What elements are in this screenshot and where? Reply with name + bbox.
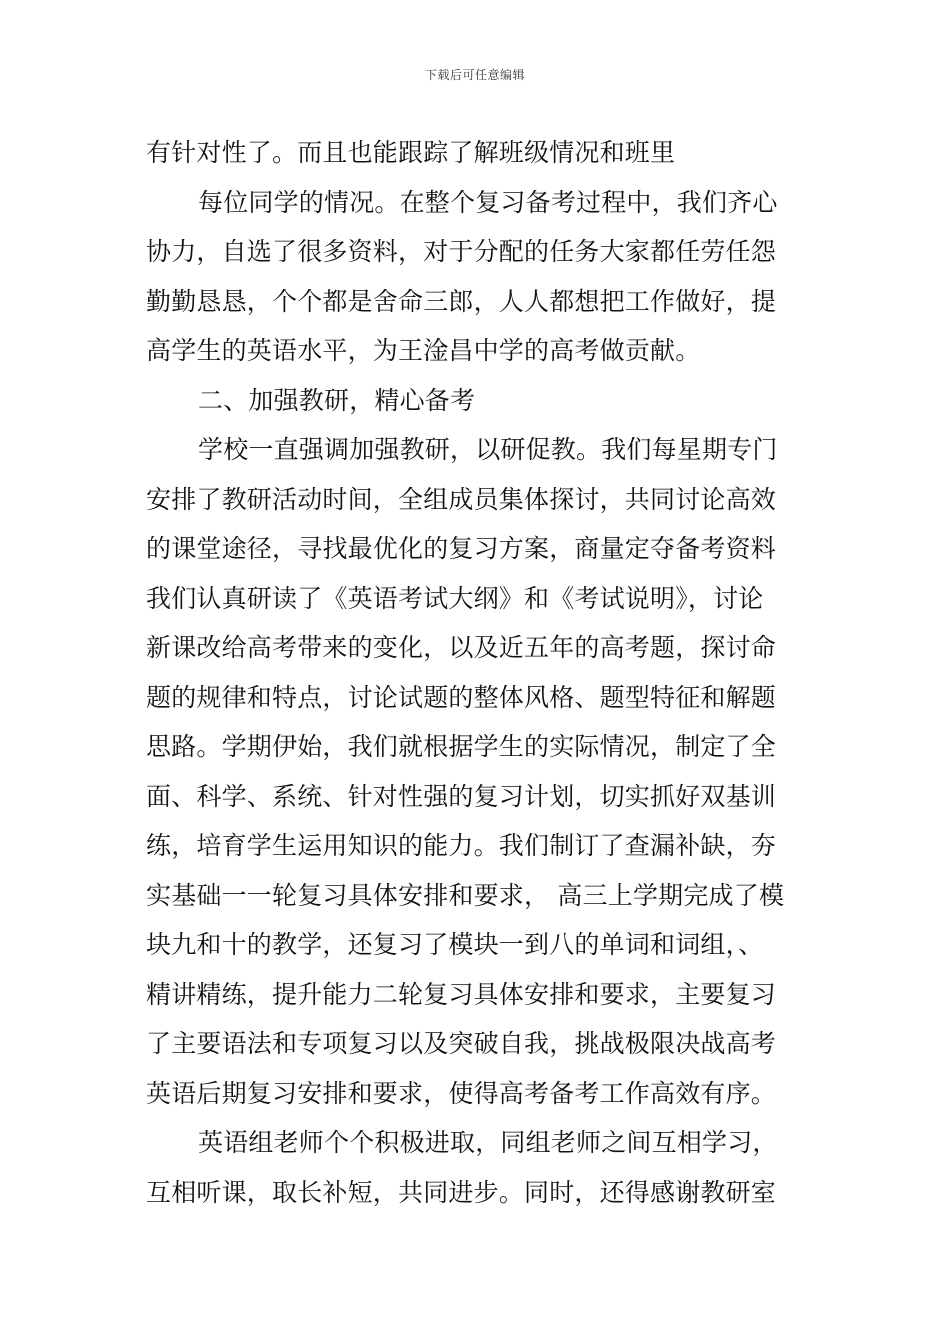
text-line: 每位同学的情况。在整个复习备考过程中，我们齐心	[198, 187, 778, 217]
text-line: 我们认真研读了《英语考试大纲》和《考试说明》，讨论	[146, 583, 764, 613]
text-line: 安排了教研活动时间，全组成员集体探讨，共同讨论高效	[146, 484, 777, 514]
text-line: 互相听课，取长补短，共同进步。同时，还得感谢教研室	[146, 1177, 777, 1207]
text-line: 新课改给高考带来的变化，以及近五年的高考题，探讨命	[146, 633, 777, 662]
header-note: 下载后可任意编辑	[424, 68, 525, 82]
text-line: 题的规律和特点，讨论试题的整体风格、题型特征和解题	[146, 682, 777, 712]
text-line: 练，培育学生运用知识的能力。我们制订了查漏补缺，夯	[146, 831, 777, 860]
text-line: 实基础一一轮复习具体安排和要求， 高三上学期完成了模	[146, 880, 785, 910]
text-line: 协力，自选了很多资料，对于分配的任务大家都任劳任怨	[146, 237, 777, 266]
text-line: 了主要语法和专项复习以及突破自我，挑战极限决战高考	[146, 1029, 777, 1058]
text-line: 英语后期复习安排和要求，使得高考备考工作高效有序。	[146, 1078, 777, 1108]
text-line: 高学生的英语水平，为王淦昌中学的高考做贡献。	[146, 336, 701, 365]
text-line: 学校一直强调加强教研，以研促教。我们每星期专门	[198, 435, 778, 464]
text-line: 勤勤恳恳，个个都是舍命三郎，人人都想把工作做好，提	[146, 286, 777, 316]
text-line: 的课堂途径，寻找最优化的复习方案，商量定夺备考资料	[146, 534, 777, 563]
text-line: 英语组老师个个积极进取，同组老师之间互相学习，	[198, 1128, 778, 1157]
text-line: 有针对性了。而且也能跟踪了解班级情况和班里	[146, 138, 676, 167]
text-line: 思路。学期伊始，我们就根据学生的实际情况，制定了全	[146, 732, 777, 761]
text-line: 块九和十的教学，还复习了模块一到八的单词和词组，、	[146, 930, 764, 959]
text-line: 精讲精练，提升能力二轮复习具体安排和要求，主要复习	[146, 979, 777, 1009]
body-text	[146, 128, 806, 1217]
section-heading: 二、加强教研，精心备考	[198, 385, 476, 415]
text-line: 面、科学、系统、针对性强的复习计划，切实抓好双基训	[146, 781, 777, 811]
